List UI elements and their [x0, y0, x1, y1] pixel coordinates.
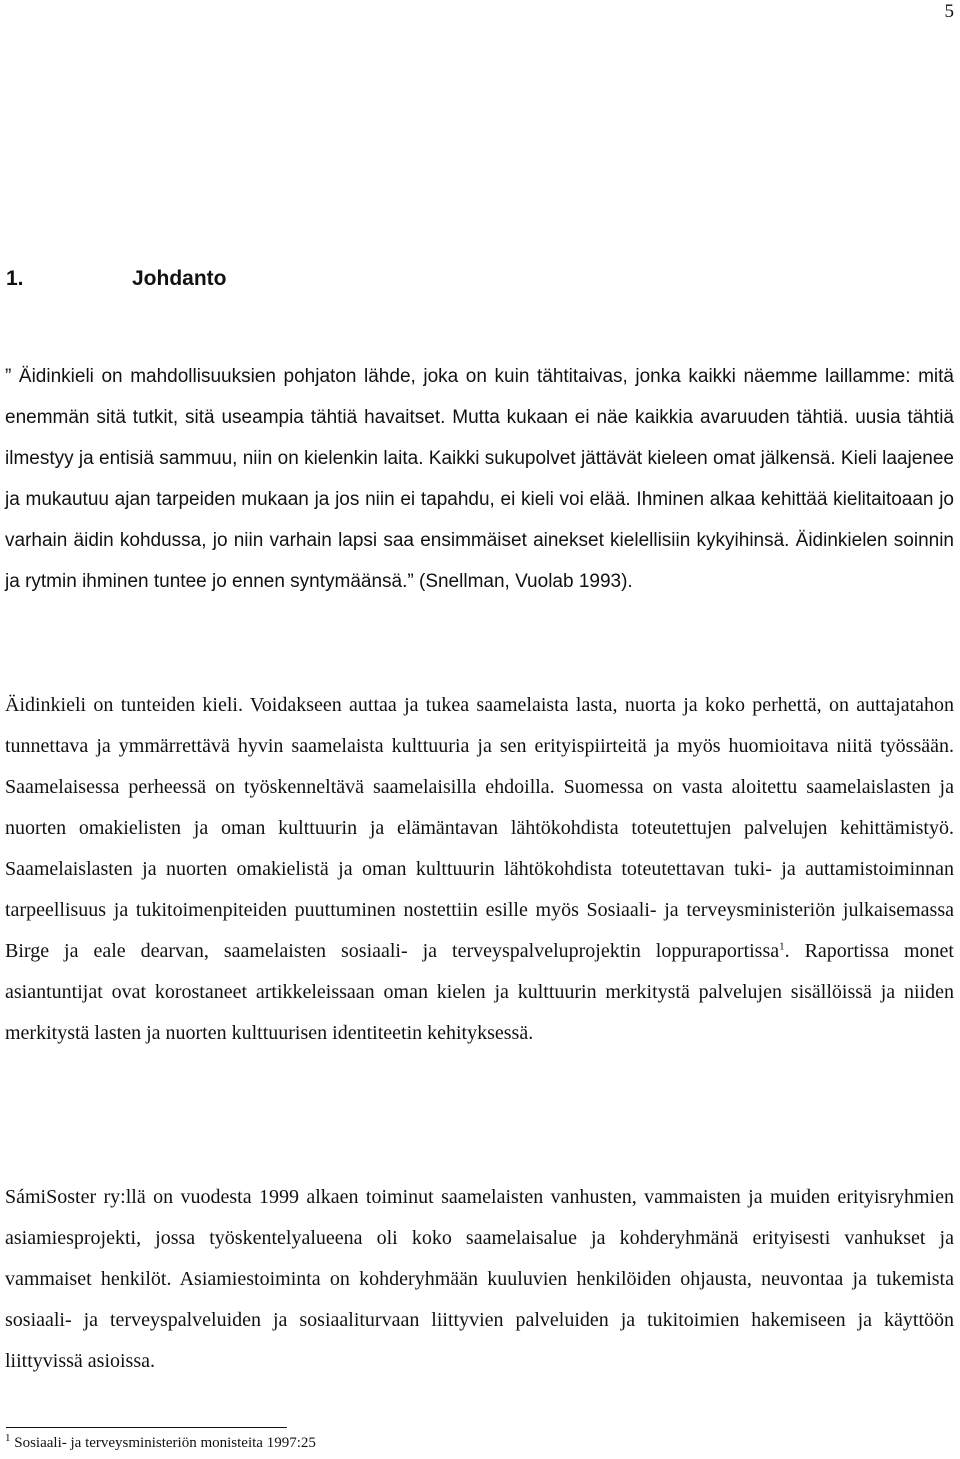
footnote [5, 1433, 316, 1453]
quote-paragraph: ” Äidinkieli on mahdollisuuksien pohjaton lähde, joka on kuin tähtitaivas, jonka kaikki näemme laillamme: mitä enemmän sitä tutkit, sitä useampia tähtiä havaitset. Mutta kukaan ei näe kaikkia avaruuden tähtiä. uusia tähtiä ilmestyy ja entisiä sammuu, niin on kielenkin laita. Kaikki sukupolvet jättävät kieleen omat jälkensä. Kieli laajenee ja mukautuu ajan tarpeiden mukaan ja jos niin ei tapahdu, ei kieli voi elää. Ihminen alkaa kehittää kielitaitoaan jo varhain äidin kohdussa, jo niin varhain lapsi saa ensimmäiset ainekset kielellisiin kykyihinsä. Äidinkielen soinnin ja rytmin ihminen tuntee jo ennen syntymäänsä.” (Snellman, Vuolab 1993). [5, 366, 954, 592]
section-heading [6, 266, 227, 292]
body-paragraph-3: SámiSoster ry:llä on vuodesta 1999 alkaen toiminut saamelaisten vanhusten, vammaisten ja muiden erityisryhmien asiamiesprojekti, jossa työskentelyalueena oli koko saamelaisalue ja kohderyhmänä erityisesti vanhukset ja vammaiset henkilöt. Asiamiestoiminta on kohderyhmään kuuluvien henkilöiden ohjausta, neuvontaa ja tukemista sosiaali- ja terveyspalveluiden ja sosiaaliturvaan liittyvien palveluiden ja tukitoimien hakemiseen ja käyttöön liittyvissä asioissa. [5, 1186, 954, 1372]
section-number: 1. [6, 267, 24, 290]
body-paragraph-2 [5, 685, 954, 1054]
page-number: 5 [944, 1, 954, 22]
footnote-mark: 1 [5, 1432, 11, 1444]
paragraph-2-text-continued: . Raportissa monet asiantuntijat ovat korostaneet artikkeleissaan oman kielen ja kulttuurin merkitystä palvelujen sisällöissä ja niiden merkitystä lasten ja nuorten kulttuurisen identiteetin kehityksessä. [5, 940, 954, 1044]
section-title: Johdanto [132, 267, 227, 290]
paragraph-2-text: Äidinkieli on tunteiden kieli. Voidakseen auttaa ja tukea saamelaista lasta, nuorta ja koko perhettä, on auttajatahon tunnettava ja ymmärrettävä hyvin saamelaista kulttuuria ja sen erityispiirteitä ja myös huomioitava niitä työssään. Saamelaisessa perheessä on työskenneltävä saamelaisilla ehdoilla. Suomessa on vasta aloitettu saamelaislasten ja nuorten omakielisten ja oman kulttuurin ja elämäntavan lähtökohdista toteutettujen palvelujen kehittämistyö. Saamelaislasten ja nuorten omakielistä ja oman kulttuurin lähtökohdista toteutettavan tuki- ja auttamistoiminnan tarpeellisuus ja tukitoimenpiteiden puuttuminen nostettiin esille myös Sosiaali- ja terveysministeriön julkaisemassa Birge ja eale dearvan, saamelaisten sosiaali- ja terveyspalveluprojektin loppuraportissa [5, 694, 954, 962]
footnote-text: Sosiaali- ja terveysministeriön monisteita 1997:25 [10, 1435, 316, 1451]
footnote-divider [6, 1427, 287, 1428]
footnote-reference: 1 [779, 940, 785, 953]
